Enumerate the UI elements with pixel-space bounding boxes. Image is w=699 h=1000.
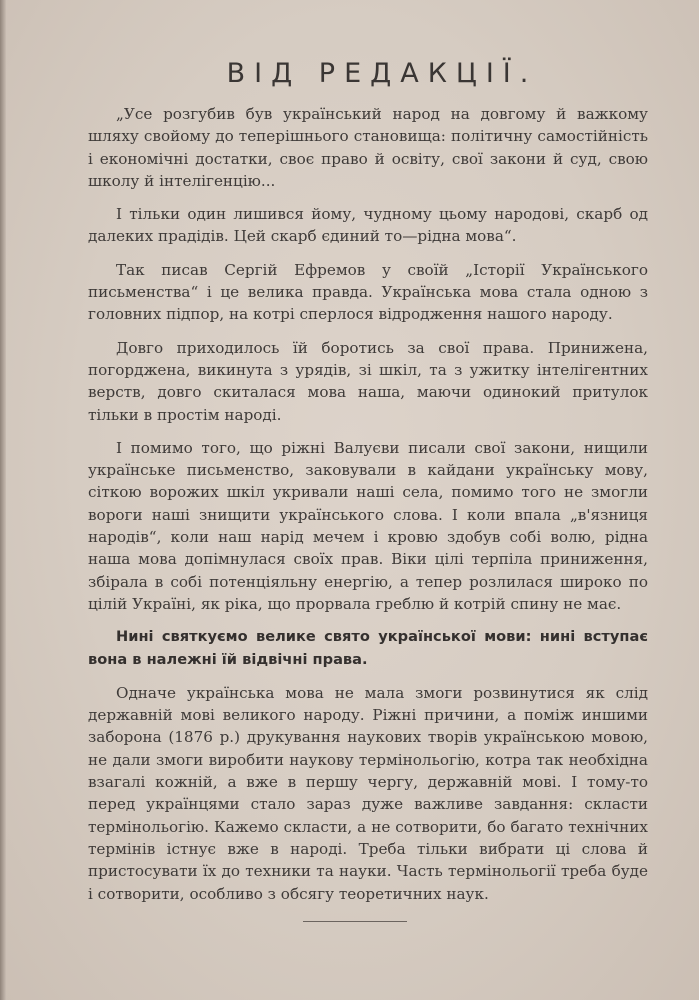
page-title: ВІД РЕДАКЦІЇ. [226, 58, 538, 89]
closing-divider [303, 921, 407, 922]
paragraph-struggle: Довго приходилось їй боротись за свої права. Принижена, погорджена, викинута з урядів, зі шкіл, та з ужитку інтелігентних верств, довго скиталася мова наша, маючи одинокий притулок тільки в простім народі. [88, 338, 648, 424]
page-edge [0, 0, 6, 1000]
editorial-article [88, 58, 648, 922]
paragraph-quote-1: „Усе розгубив був український народ на довгому й важкому шляху свойому до теперішнього становища: політичну самостійність і економічні достатки, своє право й освіту, свої закони й суд, свою школу й інтелігенцію... [88, 105, 648, 190]
paragraph-celebration: Нині святкуємо велике свято української мови: нині вступає вона в належні їй відвічні права. [88, 628, 648, 668]
paragraph-efremov: Так писав Сергій Ефремов у своїй „Історії Українського письменства“ і це велика правда. Українська мова стала одною з головних підпор, на котрі сперлося відродження нашого народу. [88, 260, 648, 324]
paragraph-terminology: Одначе українська мова не мала змоги розвинутися як слід державній мові великого народу. Ріжні причини, а поміж иншими заборона (1876 р.) друкування наукових творів українською мовою, не дали змоги виробити наукову термінольогію, котра так необхідна взагалі кожній, а вже в першу чергу, державній мові. І тому-то перед українцями стало зараз дуже важливе завдання: скласти термінольогію. Кажемо скласти, а не сотворити, бо багато технічних термінів істнує вже в народі. Треба тільки вибрати ці слова й пристосувати їх до техники та науки. Часть термінольогії треба буде і сотворити, особливо з обсягу теоретичних наук. [88, 683, 648, 903]
paragraph-quote-2: І тільки один лишився йому, чудному цьому народові, скарб од далеких прадідів. Цей скарб єдиний то—рідна мова“. [88, 205, 648, 246]
paragraph-history: І помимо того, що ріжні Валуєви писали свої закони, нищили українське письменство, заковували в кайдани українську мову, сіткою ворожих шкіл укривали наші села, помимо того не змогли вороги наші знищити українського слова. І коли впала „в'язниця народів“, коли наш нарід мечем і кровю здобув собі волю, рідна наша мова допімнулася своїх прав. Віки цілі терпіла приниження, збірала в собі потенціяльну енергію, а тепер розлилася широко по цілій Україні, як ріка, що прорвала греблю й котрій спину не має. [88, 438, 648, 613]
